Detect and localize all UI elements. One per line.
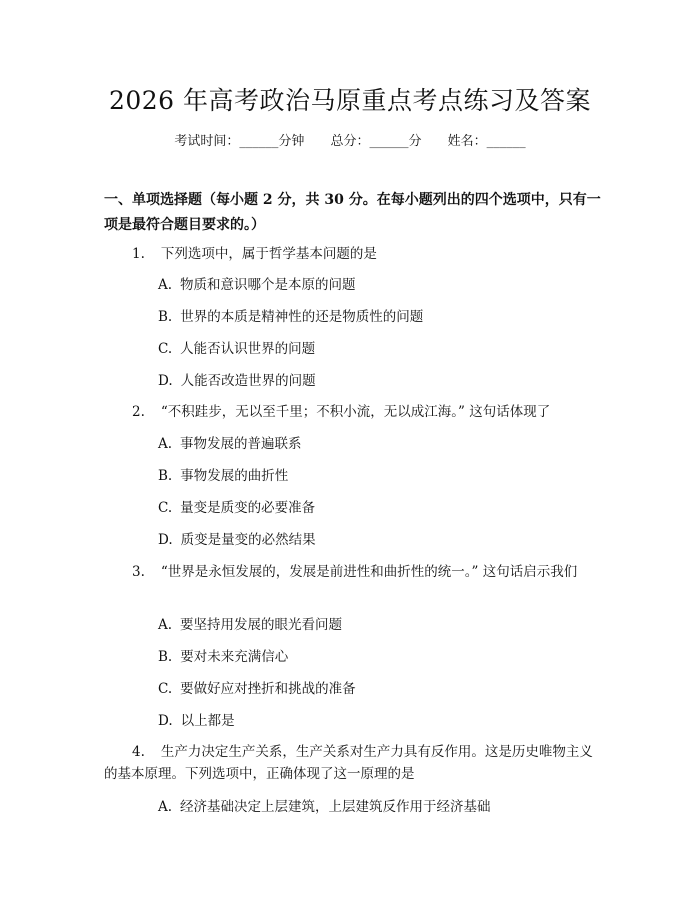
option-letter: D. xyxy=(158,713,173,729)
question-stem: “不积跬步，无以至千里；不积小流，无以成江海。” 这句话体现了 xyxy=(160,404,551,420)
option-text: 质变是量变的必然结果 xyxy=(180,532,316,548)
option-2b xyxy=(158,465,598,487)
option-letter: D. xyxy=(158,373,173,389)
option-letter: C. xyxy=(158,341,173,357)
exam-score: 总分：______分 xyxy=(330,134,422,149)
question-number: 3. xyxy=(132,564,145,580)
option-letter: A. xyxy=(158,617,173,633)
option-4a xyxy=(158,796,598,818)
option-text: 经济基础决定上层建筑，上层建筑反作用于经济基础 xyxy=(180,799,491,815)
option-text: 要坚持用发展的眼光看问题 xyxy=(180,617,343,633)
option-letter: C. xyxy=(158,500,173,516)
question-2 xyxy=(104,401,604,423)
option-text: 以上都是 xyxy=(180,713,235,729)
option-text: 要对未来充满信心 xyxy=(180,649,289,665)
exam-time: 考试时间：______分钟 xyxy=(174,134,305,149)
option-text: 物质和意识哪个是本原的问题 xyxy=(180,277,356,293)
option-text: 事物发展的普遍联系 xyxy=(180,436,302,452)
option-3a xyxy=(158,614,598,636)
question-number: 2. xyxy=(132,404,145,420)
option-text: 世界的本质是精神性的还是物质性的问题 xyxy=(180,309,424,325)
exam-name: 姓名：______ xyxy=(447,134,526,149)
option-text: 人能否认识世界的问题 xyxy=(180,341,316,357)
option-3b xyxy=(158,646,598,668)
option-letter: C. xyxy=(158,681,173,697)
option-letter: A. xyxy=(158,277,173,293)
exam-meta xyxy=(0,132,700,152)
option-letter: B. xyxy=(158,468,173,484)
document-title: 2026 年高考政治马原重点考点练习及答案 xyxy=(108,86,592,115)
option-letter: B. xyxy=(158,309,173,325)
question-stem: 下列选项中，属于哲学基本问题的是 xyxy=(160,246,377,262)
option-text: 要做好应对挫折和挑战的准备 xyxy=(180,681,356,697)
option-letter: A. xyxy=(158,799,173,815)
option-2a xyxy=(158,433,598,455)
option-letter: D. xyxy=(158,532,173,548)
option-2d xyxy=(158,529,598,551)
option-letter: A. xyxy=(158,436,173,452)
question-stem: “世界是永恒发展的，发展是前进性和曲折性的统一。” 这句话启示我们 xyxy=(160,564,578,580)
question-3 xyxy=(104,561,604,583)
question-1 xyxy=(104,243,604,265)
option-2c xyxy=(158,497,598,519)
option-3c xyxy=(158,678,598,700)
section-heading: 一、单项选择题（每小题 2 分，共 30 分。在每小题列出的四个选项中，只有一项是最符合题目要求的。） xyxy=(104,192,601,233)
option-text: 量变是质变的必要准备 xyxy=(180,500,316,516)
option-letter: B. xyxy=(158,649,173,665)
option-3d xyxy=(158,710,598,732)
question-number: 4. xyxy=(132,744,145,760)
option-text: 事物发展的曲折性 xyxy=(180,468,289,484)
option-1a xyxy=(158,274,598,296)
option-text: 人能否改造世界的问题 xyxy=(180,373,316,389)
option-1d xyxy=(158,370,598,392)
question-stem: 生产力决定生产关系，生产关系对生产力具有反作用。这是历史唯物主义的基本原理。下列选项中，正确体现了这一原理的是 xyxy=(104,744,593,782)
option-1b xyxy=(158,306,598,328)
question-4 xyxy=(104,741,604,785)
option-1c xyxy=(158,338,598,360)
question-number: 1. xyxy=(132,246,145,262)
